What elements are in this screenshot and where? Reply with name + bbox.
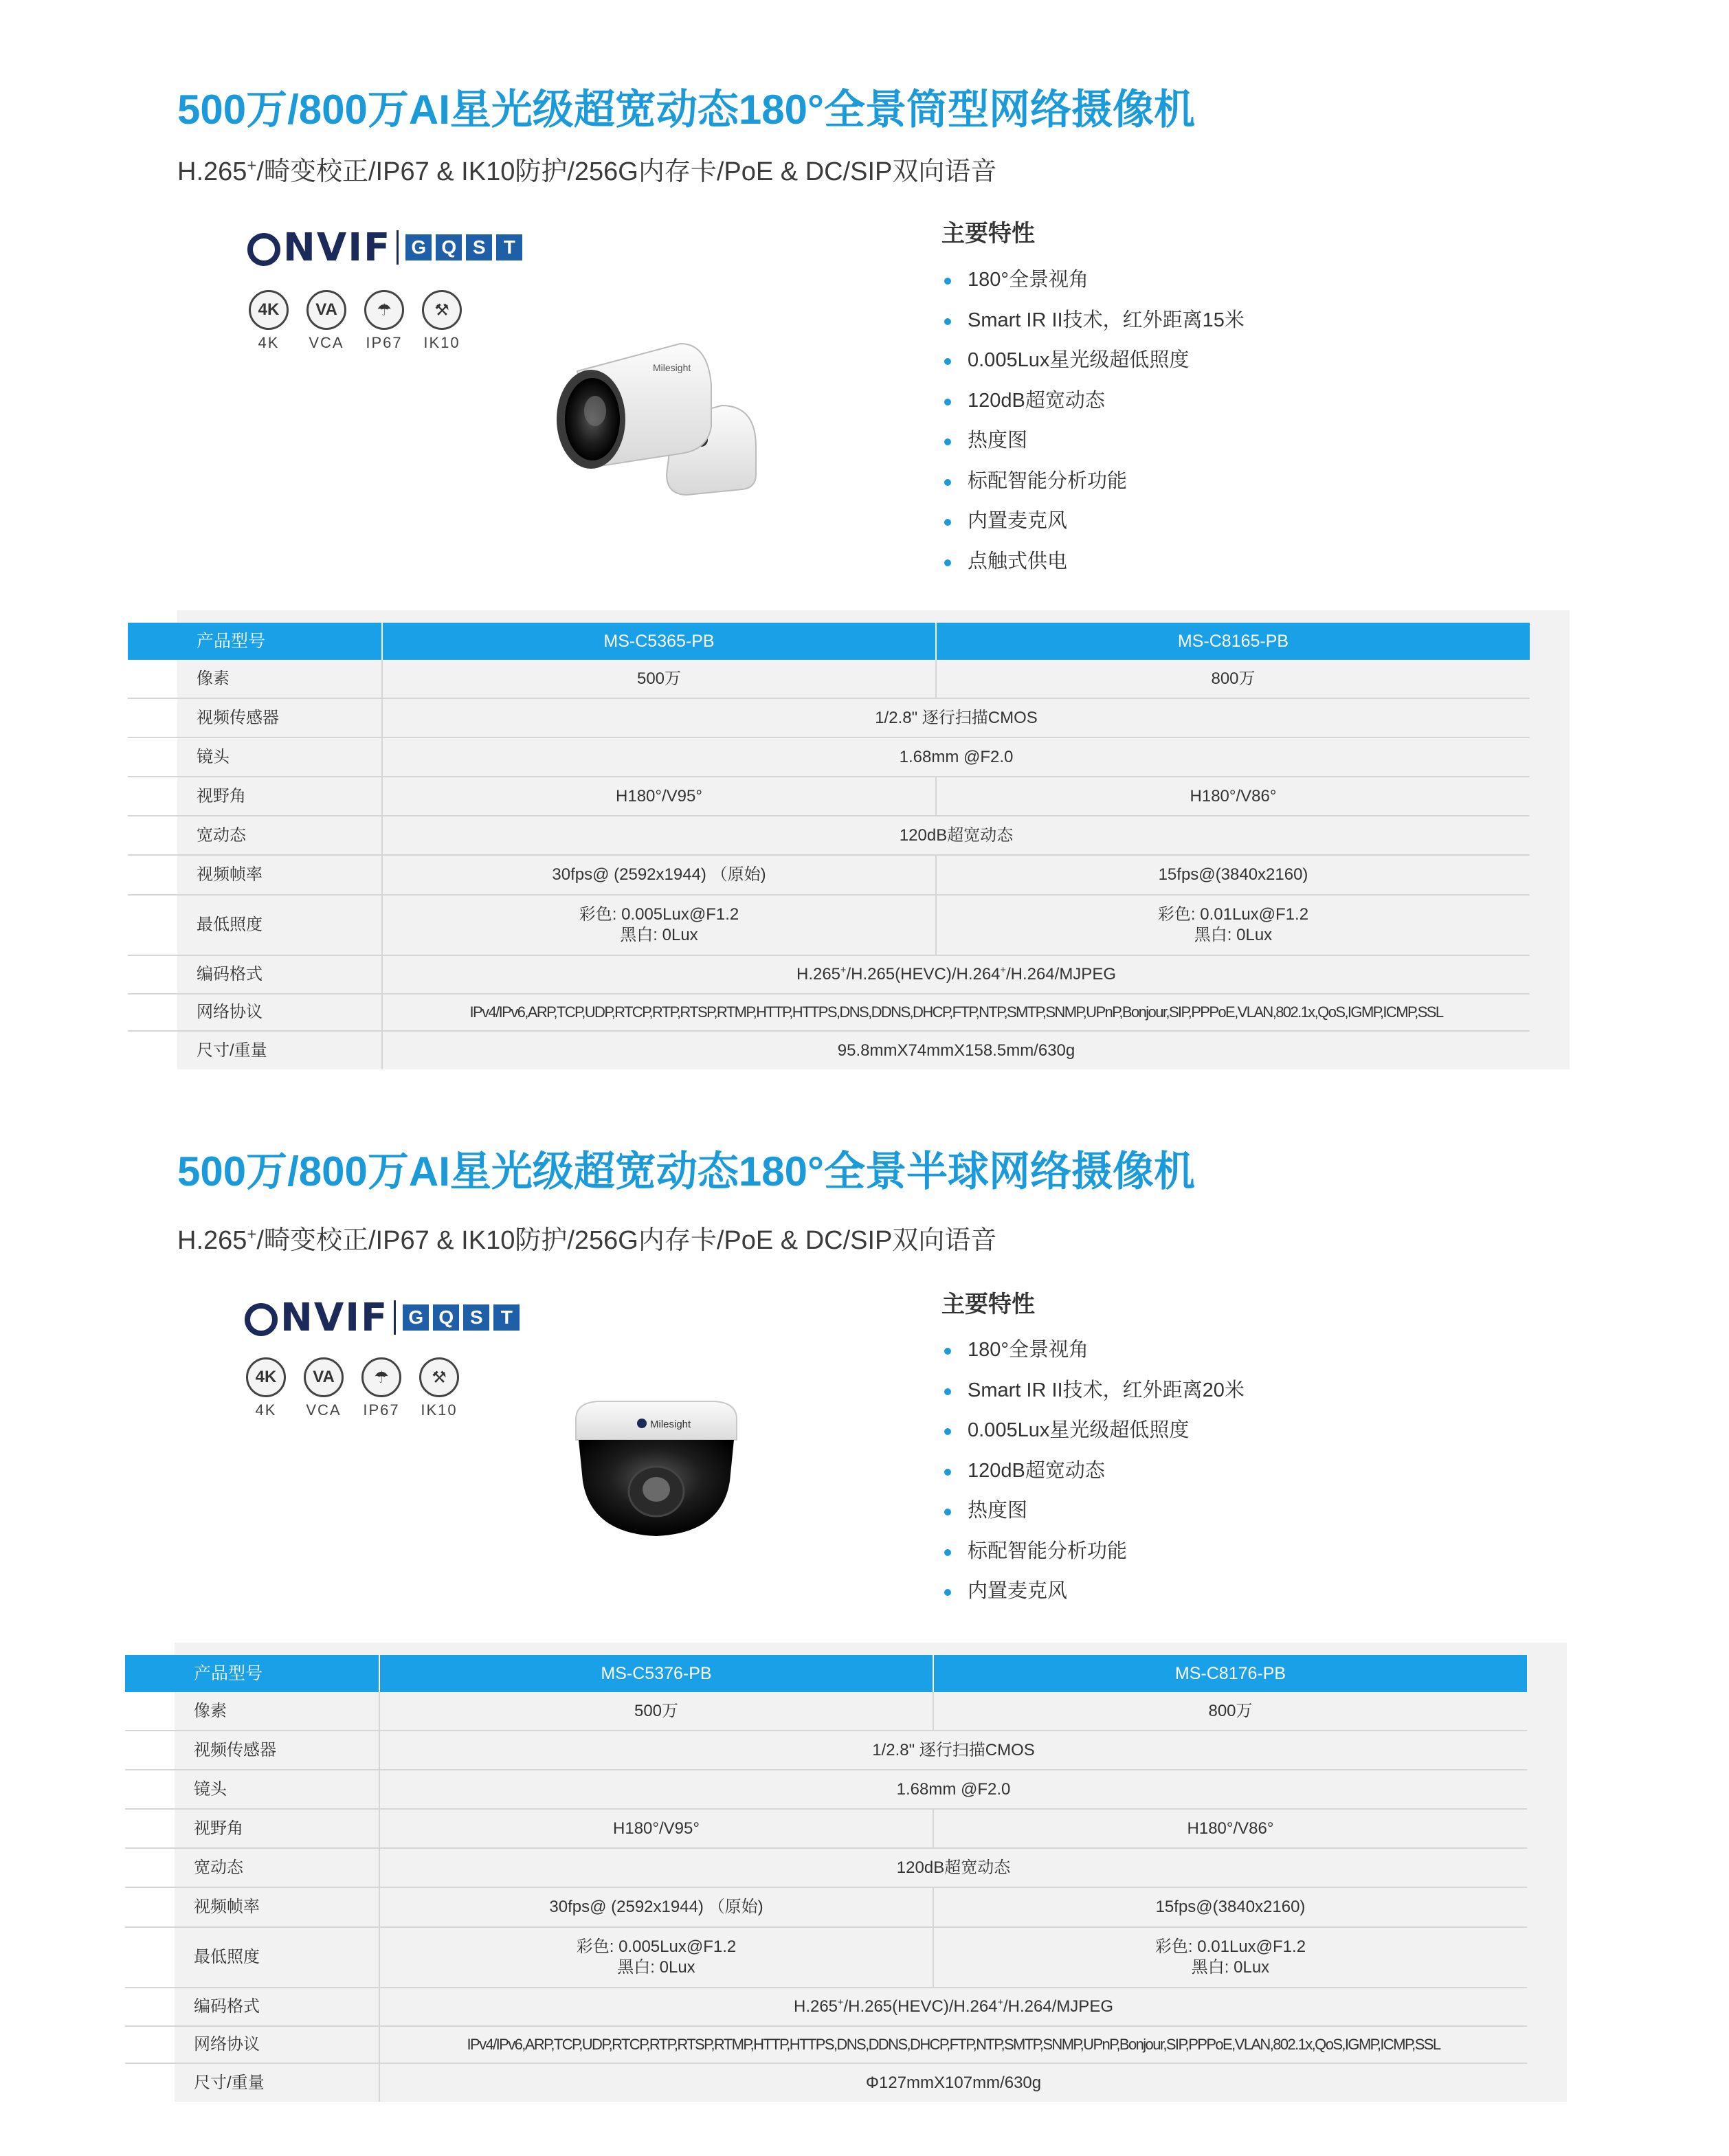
feature-badges <box>245 1357 460 1419</box>
feature-item: 180°全景视角 <box>941 1330 1245 1370</box>
table-row: 最低照度 彩色: 0.005Lux@F1.2 黑白: 0Lux 彩色: 0.01Lux@F1.2 黑白: 0Lux <box>128 895 1530 955</box>
product-subtitle: H.265+/畸变校正/IP67 & IK10防护/256G内存卡/PoE & DC/SIP双向语音 <box>177 156 997 186</box>
table-header-row: 产品型号 MS-C5376-PB MS-C8176-PB <box>125 1655 1527 1692</box>
features-title: 主要特性 <box>941 221 1035 247</box>
feature-item: Smart IR II技术，红外距离15米 <box>941 300 1245 341</box>
product-section-dome <box>0 1076 1729 2156</box>
table-row: 尺寸/重量 95.8mmX74mmX158.5mm/630g <box>128 1031 1530 1069</box>
feature-item: 内置麦克风 <box>941 501 1245 542</box>
ik10-badge: ⚒ IK10 <box>418 1357 460 1419</box>
gqst-badges: G Q S T <box>403 1304 520 1331</box>
table-row: 视频传感器 1/2.8" 逐行扫描CMOS <box>125 1731 1527 1770</box>
table-row: 宽动态 120dB超宽动态 <box>128 816 1530 855</box>
onvif-gqst-logo <box>247 227 522 268</box>
4k-icon: 4K <box>246 1357 286 1397</box>
table-row: 宽动态 120dB超宽动态 <box>125 1848 1527 1887</box>
table-row: 网络协议 IPv4/IPv6,ARP,TCP,UDP,RTCP,RTP,RTSP,RTMP,HTTP,HTTPS,DNS,DDNS,DHCP,FTP,NTP,SMTP,SNMP,UPnP,Bonjour,SIP,PPPoE,VLAN,802.1x,QoS,IGMP,ICMP,SSL <box>128 994 1530 1031</box>
feature-item: 120dB超宽动态 <box>941 1451 1245 1491</box>
table-row: 视频帧率 30fps@ (2592x1944) （原始) 15fps@(3840x2160) <box>128 855 1530 895</box>
feature-item: 180°全景视角 <box>941 260 1245 300</box>
ip67-badge: ☂ IP67 <box>360 1357 403 1419</box>
spec-table-panel <box>177 610 1570 1069</box>
table-row: 网络协议 IPv4/IPv6,ARP,TCP,UDP,RTCP,RTP,RTSP,RTMP,HTTP,HTTPS,DNS,DDNS,DHCP,FTP,NTP,SMTP,SNMP,UPnP,Bonjour,SIP,PPPoE,VLAN,802.1x,QoS,IGMP,ICMP,SSL <box>125 2026 1527 2063</box>
dome-camera-icon <box>570 1399 742 1543</box>
4k-icon: 4K <box>249 290 289 330</box>
features-title: 主要特性 <box>941 1291 1035 1318</box>
spec-table-panel <box>175 1643 1567 2102</box>
feature-list <box>941 260 1245 581</box>
feature-item: 点触式供电 <box>941 542 1245 582</box>
vca-badge: VA VCA <box>305 290 348 352</box>
feature-item: 标配智能分析功能 <box>941 461 1245 502</box>
onvif-logo: NVIF <box>245 1296 388 1340</box>
table-row: 最低照度 彩色: 0.005Lux@F1.2 黑白: 0Lux 彩色: 0.01Lux@F1.2 黑白: 0Lux <box>125 1927 1527 1988</box>
svg-text:Milesight: Milesight <box>650 1419 691 1430</box>
table-row: 镜头 1.68mm @F2.0 <box>125 1770 1527 1809</box>
hammer-icon: ⚒ <box>422 290 462 330</box>
feature-item: 热度图 <box>941 1491 1245 1531</box>
bullet-camera-icon <box>550 330 770 509</box>
feature-list <box>941 1330 1245 1612</box>
vca-badge: VA VCA <box>302 1357 345 1419</box>
spec-table <box>128 623 1530 1069</box>
table-row: 编码格式 H.265+/H.265(HEVC)/H.264+/H.264/MJPEG <box>125 1988 1527 2026</box>
4k-badge: 4K 4K <box>247 290 290 352</box>
onvif-gqst-logo <box>245 1297 520 1338</box>
hammer-icon: ⚒ <box>419 1357 459 1397</box>
table-row: 尺寸/重量 Φ127mmX107mm/630g <box>125 2063 1527 2102</box>
table-row: 视频帧率 30fps@ (2592x1944) （原始) 15fps@(3840x2160) <box>125 1887 1527 1927</box>
table-row: 视野角 H180°/V95° H180°/V86° <box>125 1809 1527 1848</box>
feature-item: 0.005Lux星光级超低照度 <box>941 340 1245 381</box>
umbrella-icon: ☂ <box>361 1357 401 1397</box>
ik10-badge: ⚒ IK10 <box>421 290 463 352</box>
product-title: 500万/800万AI星光级超宽动态180°全景半球网络摄像机 <box>177 1148 1195 1194</box>
vca-icon: VA <box>304 1357 344 1397</box>
svg-text:Milesight: Milesight <box>653 362 691 373</box>
4k-badge: 4K 4K <box>245 1357 287 1419</box>
onvif-logo: NVIF <box>247 225 391 270</box>
table-row: 镜头 1.68mm @F2.0 <box>128 737 1530 777</box>
feature-item: 标配智能分析功能 <box>941 1531 1245 1572</box>
table-row: 编码格式 H.265+/H.265(HEVC)/H.264+/H.264/MJPEG <box>128 955 1530 994</box>
spec-table <box>125 1655 1527 2102</box>
umbrella-icon: ☂ <box>364 290 404 330</box>
gqst-badges: G Q S T <box>405 234 522 260</box>
feature-item: 内置麦克风 <box>941 1571 1245 1612</box>
table-row: 像素 500万 800万 <box>125 1692 1527 1731</box>
product-subtitle: H.265+/畸变校正/IP67 & IK10防护/256G内存卡/PoE & DC/SIP双向语音 <box>177 1225 997 1255</box>
product-title: 500万/800万AI星光级超宽动态180°全景筒型网络摄像机 <box>177 87 1195 133</box>
feature-item: 120dB超宽动态 <box>941 381 1245 421</box>
vca-icon: VA <box>306 290 346 330</box>
feature-item: 热度图 <box>941 421 1245 461</box>
table-row: 视频传感器 1/2.8" 逐行扫描CMOS <box>128 698 1530 737</box>
feature-badges <box>247 290 463 352</box>
feature-item: Smart IR II技术，红外距离20米 <box>941 1370 1245 1411</box>
feature-item: 0.005Lux星光级超低照度 <box>941 1410 1245 1451</box>
table-header-row: 产品型号 MS-C5365-PB MS-C8165-PB <box>128 623 1530 660</box>
table-row: 视野角 H180°/V95° H180°/V86° <box>128 777 1530 816</box>
ip67-badge: ☂ IP67 <box>363 290 405 352</box>
table-row: 像素 500万 800万 <box>128 660 1530 698</box>
